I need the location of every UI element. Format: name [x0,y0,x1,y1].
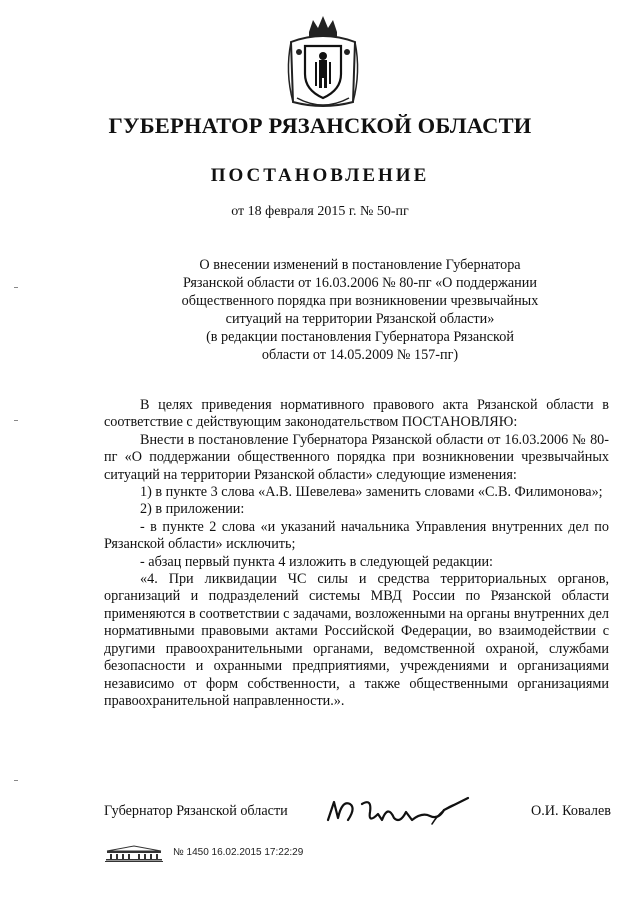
signatory-title: Губернатор Рязанской области [104,803,288,819]
quoted-amendment-paragraph: «4. При ликвидации ЧС силы и средства территориальных органов, организаций и подразделений системы МВД России по Рязанской области применяются в соответствии с задачами, возложенными на органы внутренних дел нормативными правовыми актами Российской Федерации, во взаимодействии с другими правоохранительными органами, ведомственной охраной, службами безопасности и охранными предприятиями, учреждениями и организациями независимо от форм собственности, а также общественными организациями правоохранительной направленности.». [104,571,609,709]
handwritten-signature [322,790,474,830]
document-body [104,397,609,710]
registration-stamp: № 1450 16.02.2015 17:22:29 [173,847,304,858]
margin-mark [14,420,18,421]
subject-line: Рязанской области от 16.03.2006 № 80-пг «О поддержании [183,275,537,291]
document-date-number: от 18 февраля 2015 г. № 50-пг [231,204,409,219]
authority-title: ГУБЕРНАТОР РЯЗАНСКОЙ ОБЛАСТИ [108,113,532,138]
item-2b-paragraph: - абзац первый пункта 4 изложить в следующей редакции: [140,553,493,570]
government-building-logo-icon [103,845,165,863]
subject-line: общественного порядка при возникновении чрезвычайных [181,293,539,309]
margin-mark [14,780,18,781]
amendment-intro-paragraph: Внести в постановление Губернатора Рязанской области от 16.03.2006 № 80-пг «О поддержании общественного порядка при возникновении чрезвычайных ситуаций на территории Рязанской области» следующие изменения: [104,431,609,483]
intro-paragraph: В целях приведения нормативного правового акта Рязанской области в соответствие с действующим законодательством ПОСТАНОВЛЯЮ: [104,397,609,431]
subject-line: О внесении изменений в постановление Губернатора [199,257,521,273]
margin-mark [14,287,18,288]
subject-line: области от 14.05.2009 № 157-пг) [261,347,459,363]
ryazan-coat-of-arms-icon [283,12,363,112]
item-1-paragraph: 1) в пункте 3 слова «А.В. Шевелева» заменить словами «С.В. Филимонова»; [140,484,603,501]
document-subject [150,256,570,364]
document-type: ПОСТАНОВЛЕНИЕ [210,165,430,186]
subject-line: (в редакции постановления Губернатора Рязанской [206,329,514,345]
item-2a-paragraph: - в пункте 2 слова «и указаний начальника Управления внутренних дел по Рязанской области» исключить; [104,518,609,553]
item-2-paragraph: 2) в приложении: [140,501,245,518]
subject-line: ситуаций на территории Рязанской области» [225,311,495,327]
signatory-name: О.И. Ковалев [531,803,611,819]
